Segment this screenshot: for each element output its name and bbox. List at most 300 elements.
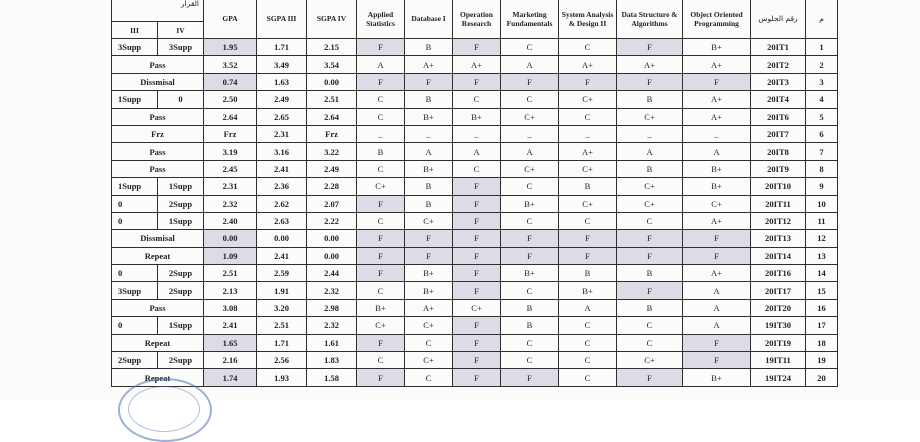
decision-term4-cell: 2Supp — [158, 352, 204, 369]
gpa-cell: 3.08 — [204, 299, 257, 316]
grade-cell-stat: _ — [357, 125, 405, 142]
grade-cell-or: A — [453, 143, 501, 160]
grade-cell-sa: A+ — [559, 56, 617, 73]
grade-cell-or: C — [453, 160, 501, 177]
sgpa3-cell: 2.56 — [257, 352, 307, 369]
term-iv-header: IV — [158, 22, 204, 39]
sgpa4-cell: 1.61 — [307, 334, 357, 351]
decision-cell: Repeat — [112, 334, 204, 351]
grade-cell-mk: C — [501, 39, 559, 56]
grade-cell-oop: A — [683, 299, 751, 316]
grade-cell-oop: B+ — [683, 178, 751, 195]
decision-term4-cell: 2Supp — [158, 265, 204, 282]
grade-cell-mk: F — [501, 369, 559, 386]
gpa-cell: 2.31 — [204, 178, 257, 195]
gpa-cell: 0.74 — [204, 73, 257, 90]
table-row — [112, 230, 838, 247]
grade-cell-stat: F — [357, 39, 405, 56]
table-row — [112, 195, 838, 212]
grade-cell-or: B+ — [453, 108, 501, 125]
seat-number-cell: 19IT24 — [751, 369, 806, 386]
grade-cell-or: F — [453, 178, 501, 195]
sgpa4-cell: 2.49 — [307, 160, 357, 177]
grade-cell-db: B+ — [405, 160, 453, 177]
decision-term4-cell: 1Supp — [158, 212, 204, 229]
seat-number-cell: 20IT19 — [751, 334, 806, 351]
grade-cell-sa: B+ — [559, 282, 617, 299]
grade-cell-mk: C — [501, 282, 559, 299]
serial-cell: 11 — [806, 212, 838, 229]
grade-cell-ds: C+ — [617, 195, 683, 212]
grade-cell-stat: B+ — [357, 299, 405, 316]
gpa-cell: 2.13 — [204, 282, 257, 299]
grade-cell-sa: C — [559, 39, 617, 56]
marketing-header: Marketing Fundamentals — [501, 0, 559, 39]
sgpa4-cell: 0.00 — [307, 230, 357, 247]
serial-cell: 16 — [806, 299, 838, 316]
serial-cell: 17 — [806, 317, 838, 334]
sgpa4-cell: 2.64 — [307, 108, 357, 125]
grade-cell-ds: B — [617, 265, 683, 282]
gpa-cell: 2.64 — [204, 108, 257, 125]
grade-cell-stat: C+ — [357, 317, 405, 334]
grade-cell-mk: F — [501, 230, 559, 247]
grade-cell-db: C — [405, 334, 453, 351]
table-row — [112, 160, 838, 177]
grade-cell-stat: F — [357, 247, 405, 264]
decision-term4-cell: 3Supp — [158, 39, 204, 56]
grade-cell-db: A — [405, 143, 453, 160]
grade-cell-sa: F — [559, 73, 617, 90]
gpa-cell: 1.09 — [204, 247, 257, 264]
sgpa3-header: SGPA III — [257, 0, 307, 39]
grade-cell-ds: A+ — [617, 56, 683, 73]
seat-number-cell: 20IT16 — [751, 265, 806, 282]
grade-cell-mk: C+ — [501, 160, 559, 177]
sgpa4-cell: 2.15 — [307, 39, 357, 56]
gpa-cell: 2.16 — [204, 352, 257, 369]
table-row — [112, 56, 838, 73]
grade-cell-sa: A+ — [559, 143, 617, 160]
gpa-cell: Frz — [204, 125, 257, 142]
sgpa3-cell: 3.49 — [257, 56, 307, 73]
grade-cell-oop: A+ — [683, 265, 751, 282]
seat-number-cell: 20IT3 — [751, 73, 806, 90]
table-row — [112, 212, 838, 229]
gpa-cell: 3.52 — [204, 56, 257, 73]
grade-cell-ds: F — [617, 39, 683, 56]
grade-cell-stat: F — [357, 369, 405, 386]
seat-number-cell: 20IT20 — [751, 299, 806, 316]
grade-cell-or: F — [453, 282, 501, 299]
header-row-top — [112, 0, 838, 22]
table-row — [112, 73, 838, 90]
system-analysis-header: System Analysis & Design II — [559, 0, 617, 39]
table-row — [112, 143, 838, 160]
grade-cell-or: F — [453, 352, 501, 369]
grade-cell-db: B — [405, 178, 453, 195]
serial-cell: 7 — [806, 143, 838, 160]
sgpa4-cell: 0.00 — [307, 247, 357, 264]
grade-cell-sa: C+ — [559, 195, 617, 212]
grade-cell-oop: A+ — [683, 212, 751, 229]
grade-cell-mk: C — [501, 334, 559, 351]
decision-cell: Dissmisal — [112, 73, 204, 90]
grade-cell-stat: C+ — [357, 178, 405, 195]
seat-number-cell: 20IT7 — [751, 125, 806, 142]
grade-cell-mk: C+ — [501, 108, 559, 125]
grade-cell-db: B+ — [405, 108, 453, 125]
gpa-cell: 1.95 — [204, 39, 257, 56]
grade-cell-oop: A+ — [683, 91, 751, 108]
sgpa3-cell: 2.62 — [257, 195, 307, 212]
grade-cell-db: F — [405, 230, 453, 247]
grade-cell-ds: C+ — [617, 108, 683, 125]
grade-cell-oop: A — [683, 317, 751, 334]
grade-cell-mk: F — [501, 247, 559, 264]
operation-research-header: Operation Research — [453, 0, 501, 39]
serial-cell: 9 — [806, 178, 838, 195]
decision-cell: Frz — [112, 125, 204, 142]
gpa-cell: 3.19 — [204, 143, 257, 160]
gpa-cell: 2.45 — [204, 160, 257, 177]
grade-cell-ds: B — [617, 299, 683, 316]
serial-cell: 1 — [806, 39, 838, 56]
sgpa3-cell: 1.71 — [257, 39, 307, 56]
sgpa3-cell: 2.59 — [257, 265, 307, 282]
decision-cell: Repeat — [112, 247, 204, 264]
gpa-cell: 0.00 — [204, 230, 257, 247]
serial-cell: 8 — [806, 160, 838, 177]
gpa-cell: 1.74 — [204, 369, 257, 386]
grade-cell-oop: B+ — [683, 39, 751, 56]
serial-cell: 12 — [806, 230, 838, 247]
grade-cell-or: A+ — [453, 56, 501, 73]
database1-header: Database I — [405, 0, 453, 39]
stamp-seal-inner — [128, 386, 200, 432]
serial-cell: 3 — [806, 73, 838, 90]
grade-cell-stat: C — [357, 108, 405, 125]
sgpa3-cell: 1.71 — [257, 334, 307, 351]
decision-cell: Pass — [112, 56, 204, 73]
decision-term4-cell: 1Supp — [158, 317, 204, 334]
grade-cell-or: F — [453, 265, 501, 282]
grade-cell-sa: C — [559, 212, 617, 229]
decision-term3-cell: 2Supp — [112, 352, 158, 369]
grade-cell-db: B — [405, 39, 453, 56]
grade-cell-db: C — [405, 369, 453, 386]
serial-cell: 14 — [806, 265, 838, 282]
seat-number-cell: 20IT10 — [751, 178, 806, 195]
table-row — [112, 108, 838, 125]
serial-cell: 19 — [806, 352, 838, 369]
serial-cell: 4 — [806, 91, 838, 108]
grade-cell-sa: F — [559, 230, 617, 247]
serial-cell: 13 — [806, 247, 838, 264]
grade-cell-ds: F — [617, 369, 683, 386]
serial-cell: 6 — [806, 125, 838, 142]
grade-cell-stat: C — [357, 91, 405, 108]
table-row — [112, 91, 838, 108]
decision-term4-cell: 2Supp — [158, 195, 204, 212]
sgpa3-cell: 2.41 — [257, 247, 307, 264]
grade-cell-sa: _ — [559, 125, 617, 142]
decision-cell: Pass — [112, 143, 204, 160]
grade-cell-oop: F — [683, 230, 751, 247]
serial-cell: 2 — [806, 56, 838, 73]
grade-cell-or: F — [453, 317, 501, 334]
seat-number-cell: 20IT14 — [751, 247, 806, 264]
sgpa3-cell: 1.93 — [257, 369, 307, 386]
table-row — [112, 334, 838, 351]
sgpa4-cell: 2.44 — [307, 265, 357, 282]
sgpa4-cell: 3.22 — [307, 143, 357, 160]
grade-cell-mk: A — [501, 56, 559, 73]
grade-cell-sa: C — [559, 108, 617, 125]
grade-cell-db: _ — [405, 125, 453, 142]
grade-cell-mk: A — [501, 143, 559, 160]
oop-header: Object Oriented Programming — [683, 0, 751, 39]
seat-number-cell: 20IT4 — [751, 91, 806, 108]
table-row — [112, 178, 838, 195]
grade-cell-or: _ — [453, 125, 501, 142]
grade-cell-ds: C — [617, 334, 683, 351]
applied-statistics-header: Applied Statistics — [357, 0, 405, 39]
sgpa4-cell: Frz — [307, 125, 357, 142]
grade-cell-stat: F — [357, 334, 405, 351]
sgpa4-cell: 2.32 — [307, 317, 357, 334]
grade-cell-stat: F — [357, 230, 405, 247]
grade-cell-sa: F — [559, 247, 617, 264]
grade-cell-sa: B — [559, 178, 617, 195]
grade-cell-stat: B — [357, 143, 405, 160]
sgpa4-cell: 2.28 — [307, 178, 357, 195]
seat-number-cell: 20IT2 — [751, 56, 806, 73]
grade-cell-stat: C — [357, 160, 405, 177]
serial-cell: 5 — [806, 108, 838, 125]
decision-term4-cell: 2Supp — [158, 282, 204, 299]
table-row — [112, 125, 838, 142]
seat-number-cell: 20IT17 — [751, 282, 806, 299]
grade-cell-db: F — [405, 247, 453, 264]
grade-cell-db: C+ — [405, 212, 453, 229]
seat-number-cell: 19IT11 — [751, 352, 806, 369]
sgpa3-cell: 3.16 — [257, 143, 307, 160]
grade-cell-db: C+ — [405, 352, 453, 369]
grade-cell-or: F — [453, 230, 501, 247]
decision-cell: Dissmisal — [112, 230, 204, 247]
grade-cell-ds: C — [617, 212, 683, 229]
grade-cell-oop: B+ — [683, 160, 751, 177]
sgpa3-cell: 2.63 — [257, 212, 307, 229]
grade-cell-db: A+ — [405, 56, 453, 73]
grade-cell-or: F — [453, 39, 501, 56]
grade-cell-or: F — [453, 73, 501, 90]
grade-cell-ds: B — [617, 160, 683, 177]
decision-term3-cell: 3Supp — [112, 282, 158, 299]
grade-cell-oop: _ — [683, 125, 751, 142]
grade-cell-db: B+ — [405, 282, 453, 299]
grade-cell-stat: F — [357, 265, 405, 282]
grade-cell-ds: F — [617, 230, 683, 247]
sgpa4-cell: 1.83 — [307, 352, 357, 369]
decision-cell: Pass — [112, 299, 204, 316]
sgpa4-cell: 2.98 — [307, 299, 357, 316]
sgpa4-cell: 2.32 — [307, 282, 357, 299]
grade-cell-ds: B — [617, 91, 683, 108]
grade-cell-stat: C — [357, 352, 405, 369]
grade-cell-oop: A — [683, 143, 751, 160]
grade-cell-sa: B — [559, 265, 617, 282]
seat-number-cell: 20IT6 — [751, 108, 806, 125]
grade-cell-oop: A+ — [683, 56, 751, 73]
grade-cell-mk: _ — [501, 125, 559, 142]
grade-cell-or: F — [453, 195, 501, 212]
table-row — [112, 317, 838, 334]
seat-number-header: رقم الجلوس — [751, 0, 806, 39]
gpa-cell: 2.32 — [204, 195, 257, 212]
serial-cell: 18 — [806, 334, 838, 351]
grade-cell-ds: C+ — [617, 178, 683, 195]
gpa-cell: 2.51 — [204, 265, 257, 282]
table-row — [112, 369, 838, 386]
grade-cell-db: C+ — [405, 317, 453, 334]
grade-cell-mk: B+ — [501, 265, 559, 282]
grade-cell-ds: C+ — [617, 352, 683, 369]
sgpa3-cell: 2.51 — [257, 317, 307, 334]
sgpa4-cell: 2.22 — [307, 212, 357, 229]
grade-cell-mk: C — [501, 352, 559, 369]
sgpa4-cell: 2.51 — [307, 91, 357, 108]
grade-cell-oop: B+ — [683, 369, 751, 386]
grade-cell-or: F — [453, 334, 501, 351]
sgpa4-header: SGPA IV — [307, 0, 357, 39]
decision-cell: Pass — [112, 108, 204, 125]
grade-cell-or: F — [453, 247, 501, 264]
grade-cell-or: C — [453, 91, 501, 108]
gpa-cell: 2.41 — [204, 317, 257, 334]
sgpa3-cell: 0.00 — [257, 230, 307, 247]
grades-table — [111, 0, 838, 387]
gpa-cell: 2.40 — [204, 212, 257, 229]
seat-number-cell: 19IT30 — [751, 317, 806, 334]
grade-cell-sa: C+ — [559, 160, 617, 177]
grade-cell-sa: C+ — [559, 91, 617, 108]
sgpa3-cell: 2.31 — [257, 125, 307, 142]
table-row — [112, 39, 838, 56]
table-row — [112, 247, 838, 264]
grade-cell-mk: B — [501, 299, 559, 316]
grade-cell-oop: F — [683, 334, 751, 351]
seat-number-cell: 20IT1 — [751, 39, 806, 56]
grade-cell-stat: A — [357, 56, 405, 73]
grade-cell-stat: C — [357, 282, 405, 299]
sgpa4-cell: 1.58 — [307, 369, 357, 386]
grade-cell-sa: A — [559, 299, 617, 316]
table-row — [112, 352, 838, 369]
decision-term3-cell: 0 — [112, 195, 158, 212]
grade-cell-oop: F — [683, 352, 751, 369]
grade-cell-mk: C — [501, 178, 559, 195]
grade-cell-sa: C — [559, 317, 617, 334]
grade-cell-ds: _ — [617, 125, 683, 142]
grade-cell-oop: F — [683, 73, 751, 90]
grade-cell-oop: A+ — [683, 108, 751, 125]
decision-term4-cell: 0 — [158, 91, 204, 108]
grade-cell-db: F — [405, 73, 453, 90]
grade-cell-oop: C+ — [683, 195, 751, 212]
grade-cell-db: B — [405, 195, 453, 212]
decision-term4-cell: 1Supp — [158, 178, 204, 195]
grade-cell-oop: A — [683, 282, 751, 299]
grades-body — [112, 39, 838, 387]
table-row — [112, 299, 838, 316]
grade-cell-sa: C — [559, 369, 617, 386]
seat-number-cell: 20IT12 — [751, 212, 806, 229]
grade-cell-stat: F — [357, 195, 405, 212]
grade-cell-db: B — [405, 91, 453, 108]
serial-cell: 10 — [806, 195, 838, 212]
decision-term3-cell: 1Supp — [112, 178, 158, 195]
grade-cell-or: F — [453, 369, 501, 386]
seat-number-cell: 20IT13 — [751, 230, 806, 247]
table-row — [112, 265, 838, 282]
grade-cell-mk: B — [501, 317, 559, 334]
grade-cell-db: A+ — [405, 299, 453, 316]
serial-header: م — [806, 0, 838, 39]
grade-cell-db: B+ — [405, 265, 453, 282]
seat-number-cell: 20IT8 — [751, 143, 806, 160]
sgpa3-cell: 2.36 — [257, 178, 307, 195]
grade-cell-ds: F — [617, 73, 683, 90]
decision-cell: Repeat — [112, 369, 204, 386]
grade-cell-oop: F — [683, 247, 751, 264]
sgpa4-cell: 0.00 — [307, 73, 357, 90]
seat-number-cell: 20IT11 — [751, 195, 806, 212]
grade-cell-or: C+ — [453, 299, 501, 316]
term-iii-header: III — [112, 22, 158, 39]
sgpa3-cell: 1.63 — [257, 73, 307, 90]
sgpa3-cell: 3.20 — [257, 299, 307, 316]
grade-cell-mk: B+ — [501, 195, 559, 212]
decision-term3-cell: 0 — [112, 317, 158, 334]
grade-cell-ds: C — [617, 317, 683, 334]
decision-term3-cell: 0 — [112, 265, 158, 282]
serial-cell: 20 — [806, 369, 838, 386]
serial-cell: 15 — [806, 282, 838, 299]
grade-cell-or: F — [453, 212, 501, 229]
table-row — [112, 282, 838, 299]
data-structure-header: Data Structure & Algorithms — [617, 0, 683, 39]
gpa-cell: 2.50 — [204, 91, 257, 108]
grade-cell-mk: F — [501, 73, 559, 90]
sgpa3-cell: 1.91 — [257, 282, 307, 299]
grade-cell-ds: F — [617, 247, 683, 264]
grade-cell-ds: A — [617, 143, 683, 160]
sgpa4-cell: 3.54 — [307, 56, 357, 73]
grade-cell-ds: F — [617, 282, 683, 299]
sgpa3-cell: 2.65 — [257, 108, 307, 125]
gpa-header: GPA — [204, 0, 257, 39]
sgpa3-cell: 2.41 — [257, 160, 307, 177]
grade-cell-stat: C — [357, 212, 405, 229]
gpa-cell: 1.65 — [204, 334, 257, 351]
sgpa3-cell: 2.49 — [257, 91, 307, 108]
sgpa4-cell: 2.07 — [307, 195, 357, 212]
grade-cell-mk: C — [501, 91, 559, 108]
grade-cell-stat: F — [357, 73, 405, 90]
grade-cell-mk: C — [501, 212, 559, 229]
